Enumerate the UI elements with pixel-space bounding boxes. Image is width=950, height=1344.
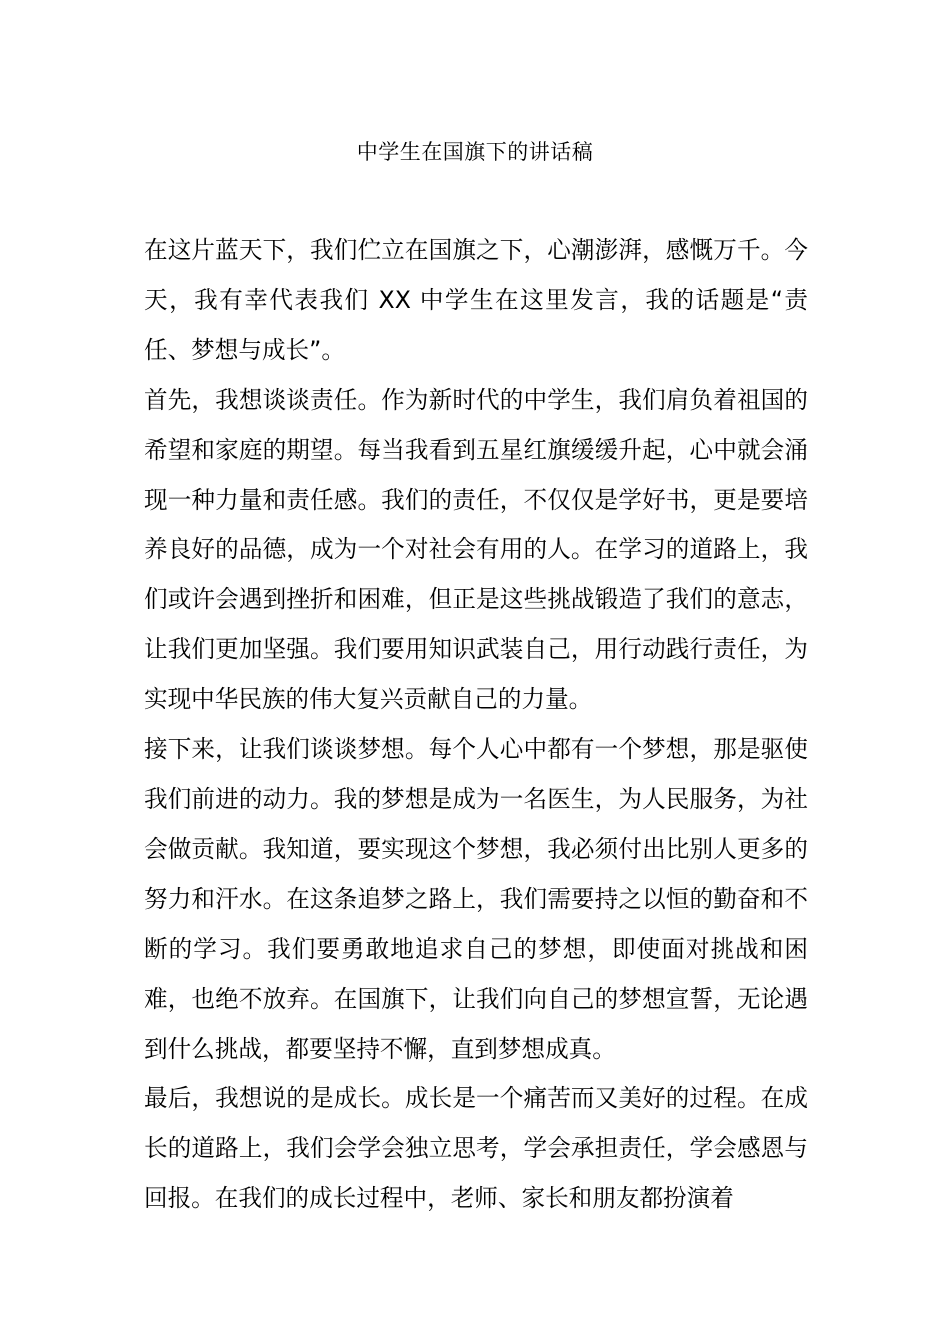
paragraph-responsibility: 首先，我想谈谈责任。作为新时代的中学生，我们肩负着祖国的希望和家庭的期望。每当我看到五星红旗缓缓升起，心中就会涌现一种力量和责任感。我们的责任，不仅仅是学好书，更是要培养良好的品德，成为一个对社会有用的人。在学习的道路上，我们或许会遇到挫折和困难，但正是这些挑战锻造了我们的意志，让我们更加坚强。我们要用知识武装自己，用行动践行责任，为实现中华民族的伟大复兴贡献自己的力量。	[144, 385, 808, 714]
paragraph-intro: 在这片蓝天下，我们伫立在国旗之下，心潮澎湃，感慨万千。今天，我有幸代表我们 XX 中学生在这里发言，我的话题是“责任、梦想与成长”。	[144, 236, 808, 364]
paragraph-growth: 最后，我想说的是成长。成长是一个痛苦而又美好的过程。在成长的道路上，我们会学会独立思考，学会承担责任，学会感恩与回报。在我们的成长过程中，老师、家长和朋友都扮演着	[144, 1084, 808, 1213]
document-title: 中学生在国旗下的讲话稿	[356, 140, 594, 164]
paragraph-dream: 接下来，让我们谈谈梦想。每个人心中都有一个梦想，那是驱使我们前进的动力。我的梦想是成为一名医生，为人民服务，为社会做贡献。我知道，要实现这个梦想，我必须付出比别人更多的努力和汗水。在这条追梦之路上，我们需要持之以恒的勤奋和不断的学习。我们要勇敢地追求自己的梦想，即使面对挑战和困难，也绝不放弃。在国旗下，让我们向自己的梦想宣誓，无论遇到什么挑战，都要坚持不懈，直到梦想成真。	[144, 735, 808, 1063]
document-body	[144, 226, 808, 1224]
